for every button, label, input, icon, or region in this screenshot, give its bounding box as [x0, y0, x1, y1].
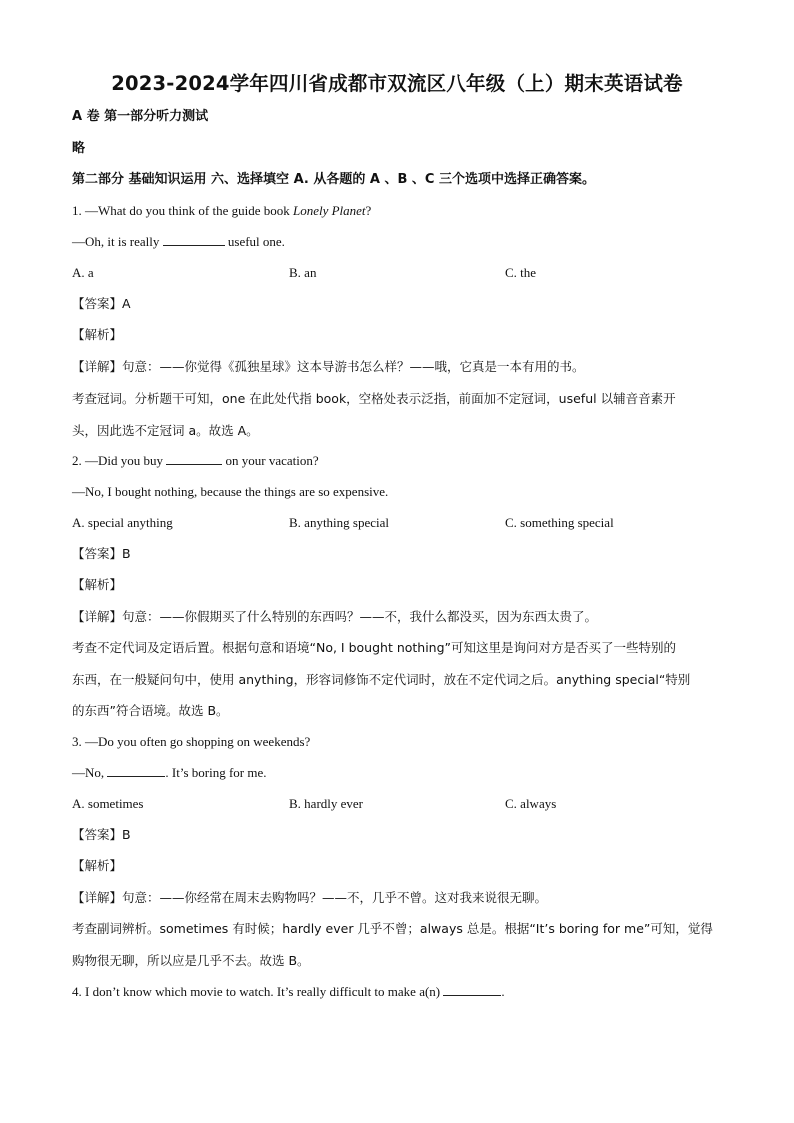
q3-analysis-label: 【解析】 — [72, 858, 123, 873]
q1-option-a: A. a — [72, 265, 94, 280]
q3-option-b: B. hardly ever — [289, 796, 364, 811]
q4-blank — [443, 983, 501, 996]
part2-heading: 第二部分 基础知识运用 六、选择填空 A. 从各题的 A 、B 、C 三个选项中选择正确答案。 — [72, 172, 595, 187]
q1-line2-text: —Oh, it is really — [72, 234, 163, 249]
q1-stem-end: ? — [365, 203, 372, 218]
q2-analysis-label: 【解析】 — [72, 577, 123, 592]
q1-option-c: C. the — [505, 265, 537, 280]
q4-stem — [72, 983, 505, 1001]
q1-stem-text: 1. —What do you think of the guide book — [72, 203, 293, 218]
q3-explanation-1: 考查副词辨析。sometimes 有时候；hardly ever 几乎不曾；always 总是。根据“It’s boring for me”可知，觉得 — [72, 921, 713, 936]
q1-book-title: Lonely Planet — [292, 203, 366, 218]
q1-analysis-label: 【解析】 — [72, 327, 123, 342]
q2-explanation-3: 的东西”符合语境。故选 B。 — [72, 703, 229, 718]
q3-stem: 3. —Do you often go shopping on weekends? — [72, 734, 311, 749]
q4-stem-end: . — [501, 984, 505, 999]
q1-line2 — [72, 233, 285, 251]
q2-stem — [72, 452, 319, 470]
q1-stem — [72, 202, 371, 220]
q1-explanation-2: 头，因此选不定冠词 a。故选 A。 — [72, 423, 259, 438]
q1-line2-end: useful one. — [224, 234, 285, 249]
q3-line2-text: —No, — [72, 765, 108, 780]
q3-line2 — [72, 764, 266, 782]
q3-explanation-2: 购物很无聊，所以应是几乎不去。故选 B。 — [72, 953, 310, 968]
q1-blank — [163, 233, 225, 246]
q3-answer: 【答案】B — [72, 827, 131, 842]
q2-line2: —No, I bought nothing, because the things are so expensive. — [72, 484, 389, 499]
q2-stem-end: on your vacation? — [222, 453, 319, 468]
q2-detail: 【详解】句意：——你假期买了什么特别的东西吗？——不，我什么都没买，因为东西太贵了。 — [72, 609, 598, 624]
page-title: 2023-2024学年四川省成都市双流区八年级（上）期末英语试卷 — [111, 72, 683, 95]
q2-option-b: B. anything special — [289, 515, 390, 530]
q1-explanation-1: 考查冠词。分析题干可知，one 在此处代指 book，空格处表示泛指，前面加不定冠词，useful 以辅音音素开 — [72, 391, 676, 406]
q2-blank — [166, 452, 222, 465]
q3-blank — [107, 764, 165, 777]
q4-stem-text: 4. I don’t know which movie to watch. It’s really difficult to make a(n) — [72, 984, 444, 999]
q1-option-b: B. an — [289, 265, 317, 280]
q3-line2-end: . It’s boring for me. — [165, 765, 267, 780]
q2-option-c: C. something special — [505, 515, 614, 530]
section-a-heading: A 卷 第一部分听力测试 — [72, 109, 209, 124]
q2-answer: 【答案】B — [72, 546, 131, 561]
q2-explanation-1: 考查不定代词及定语后置。根据句意和语境“No, I bought nothing”可知这里是询问对方是否买了一些特别的 — [72, 640, 677, 655]
q1-detail: 【详解】句意：——你觉得《孤独星球》这本导游书怎么样？——哦，它真是一本有用的书。 — [72, 359, 585, 374]
q3-option-a: A. sometimes — [72, 796, 144, 811]
q2-explanation-2: 东西，在一般疑问句中，使用 anything，形容词修饰不定代词时，放在不定代词之后。anything special“特别 — [72, 672, 691, 687]
q2-stem-text: 2. —Did you buy — [72, 453, 167, 468]
q2-option-a: A. special anything — [72, 515, 173, 530]
q1-answer: 【答案】A — [72, 296, 131, 311]
omitted-note: 略 — [72, 141, 86, 156]
q3-detail: 【详解】句意：——你经常在周末去购物吗？——不，几乎不曾。这对我来说很无聊。 — [72, 890, 548, 905]
q3-option-c: C. always — [505, 796, 557, 811]
